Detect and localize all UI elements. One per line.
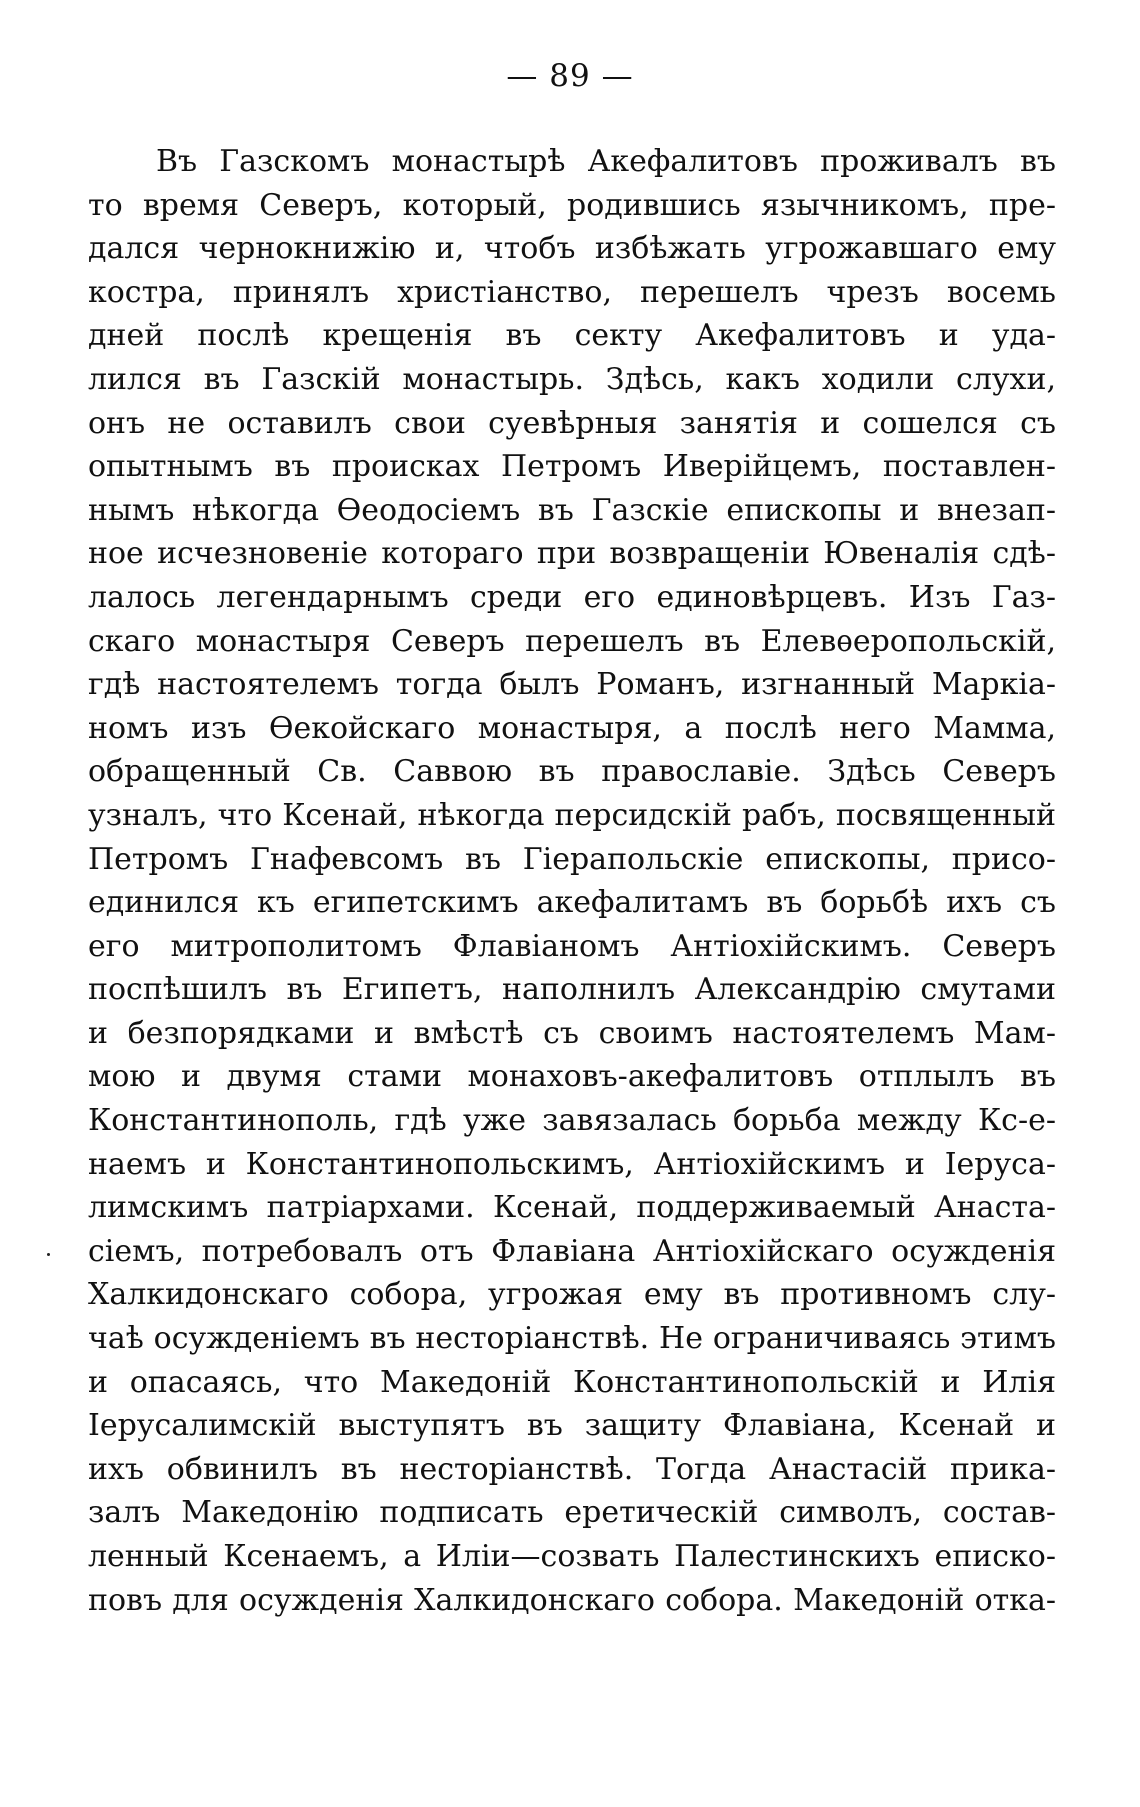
text-line: лалось легендарнымъ среди его единовѣрцевъ. Изъ Газ-: [88, 579, 1056, 615]
margin-mark: [47, 1253, 50, 1256]
text-line: обращенный Св. Саввою въ православіе. Здѣсь Северъ: [88, 754, 1056, 790]
text-line: залъ Македонію подписать еретическій символъ, состав-: [88, 1495, 1056, 1531]
text-line: ихъ обвинилъ въ несторіанствѣ. Тогда Анастасій прика-: [88, 1451, 1056, 1487]
text-line: лился въ Газскій монастырь. Здѣсь, какъ ходили слухи,: [88, 361, 1056, 397]
text-line: скаго монастыря Северъ перешелъ въ Елевѳеропольскій,: [88, 623, 1056, 659]
text-line: мою и двумя стами монаховъ-акефалитовъ отплылъ въ: [88, 1059, 1056, 1095]
text-line: онъ не оставилъ свои суевѣрныя занятія и сошелся съ: [88, 405, 1056, 441]
text-line: Халкидонскаго собора, угрожая ему въ противномъ слу-: [88, 1277, 1056, 1313]
text-line: Константинополь, гдѣ уже завязалась борьба между Кс-е-: [88, 1103, 1056, 1139]
text-line: дался чернокнижію и, чтобъ избѣжать угрожавшаго ему: [88, 231, 1056, 267]
text-line: наемъ и Константинопольскимъ, Антіохійскимъ и Іеруса-: [88, 1146, 1056, 1182]
body-text: [88, 140, 1056, 1622]
text-line: гдѣ настоятелемъ тогда былъ Романъ, изгнанный Маркіа-: [88, 667, 1056, 703]
text-line: опытнымъ въ происках Петромъ Иверійцемъ, поставлен-: [88, 449, 1056, 485]
text-line: то время Северъ, который, родившись язычникомъ, пре-: [88, 187, 1056, 223]
text-line: ное исчезновеніе котораго при возвращеніи Ювеналія сдѣ-: [88, 536, 1056, 572]
text-line: Въ Газскомъ монастырѣ Акефалитовъ проживалъ въ: [156, 144, 1056, 179]
text-line: единился къ египетскимъ акефалитамъ въ борьбѣ ихъ съ: [88, 885, 1056, 921]
text-line: и безпорядками и вмѣстѣ съ своимъ настоятелемъ Мам-: [88, 1015, 1056, 1051]
text-line: поспѣшилъ въ Египетъ, наполнилъ Александрію смутами: [88, 972, 1056, 1008]
text-line: ленный Ксенаемъ, а Иліи—созвать Палестинскихъ еписко-: [88, 1539, 1056, 1574]
text-line: чаѣ осужденіемъ въ несторіанствѣ. Не ограничиваясь этимъ: [88, 1321, 1056, 1357]
text-line: повъ для осужденія Халкидонскаго собора. Македоній отка-: [88, 1582, 1056, 1618]
text-line: его митрополитомъ Флавіаномъ Антіохійскимъ. Северъ: [88, 928, 1056, 964]
text-line: сіемъ, потребовалъ отъ Флавіана Антіохійскаго осужденія: [88, 1233, 1056, 1269]
text-line: костра, принялъ христіанство, перешелъ чрезъ восемь: [88, 274, 1056, 310]
text-line: дней послѣ крещенія въ секту Акефалитовъ и уда-: [88, 318, 1056, 354]
text-line: Іерусалимскій выступятъ въ защиту Флавіана, Ксенай и: [88, 1408, 1056, 1444]
text-line: Петромъ Гнафевсомъ въ Гіерапольскіе епископы, присо-: [88, 841, 1056, 877]
text-line: нымъ нѣкогда Ѳеодосіемъ въ Газскіе епископы и внезап-: [88, 492, 1056, 528]
text-line: номъ изъ Ѳекойскаго монастыря, а послѣ него Мамма,: [88, 710, 1056, 746]
text-line: лимскимъ патріархами. Ксенай, поддерживаемый Анаста-: [88, 1190, 1056, 1226]
page-number: — 89 —: [506, 58, 634, 94]
text-line: узналъ, что Ксенай, нѣкогда персидскій рабъ, посвященный: [88, 797, 1056, 833]
text-line: и опасаясь, что Македоній Константинопольскій и Илія: [88, 1364, 1056, 1400]
